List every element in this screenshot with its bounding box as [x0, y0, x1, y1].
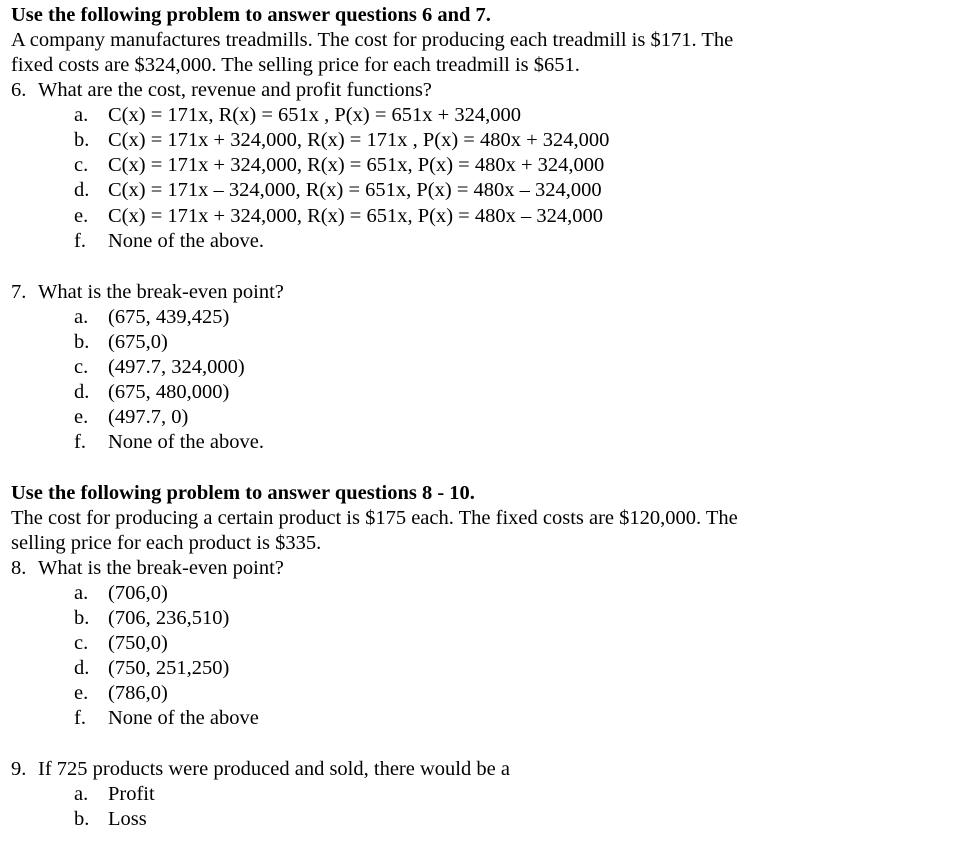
question-8-option-e: [74, 681, 168, 706]
option-letter: e.: [74, 406, 89, 428]
section1-heading: Use the following problem to answer questions 6 and 7.: [11, 4, 491, 26]
question-8-option-a: [74, 581, 168, 606]
question-8-text: What is the break-even point?: [38, 557, 284, 579]
option-text: None of the above: [108, 707, 259, 729]
question-7-option-b: [74, 330, 168, 355]
section2-heading: Use the following problem to answer questions 8 - 10.: [11, 482, 475, 504]
section2-text-line1: The cost for producing a certain product is $175 each. The fixed costs are $120,000. The: [11, 507, 738, 529]
section1-text-line2: fixed costs are $324,000. The selling price for each treadmill is $651.: [11, 54, 580, 76]
option-text: C(x) = 171x – 324,000, R(x) = 651x, P(x) = 480x – 324,000: [108, 179, 602, 201]
question-6-option-b: [74, 128, 609, 153]
option-text: (497.7, 324,000): [108, 356, 245, 378]
question-6-number: 6.: [11, 79, 27, 101]
option-text: (497.7, 0): [108, 406, 189, 428]
question-6-option-d: [74, 178, 602, 203]
option-letter: f.: [74, 431, 86, 453]
question-6-text: What are the cost, revenue and profit functions?: [38, 79, 432, 101]
question-9-option-b: [74, 807, 147, 832]
question-7-option-f: [74, 430, 264, 455]
question-7-option-a: [74, 305, 229, 330]
option-text: C(x) = 171x + 324,000, R(x) = 651x, P(x) = 480x + 324,000: [108, 154, 605, 176]
option-letter: a.: [74, 104, 89, 126]
question-7: [11, 280, 284, 305]
option-letter: d.: [74, 179, 90, 201]
option-text: (675, 480,000): [108, 381, 230, 403]
question-8-option-f: [74, 706, 259, 731]
question-9: [11, 757, 510, 782]
question-8-option-b: [74, 606, 229, 631]
option-letter: a.: [74, 582, 89, 604]
option-letter: c.: [74, 632, 89, 654]
option-letter: b.: [74, 331, 90, 353]
option-text: (706,0): [108, 582, 168, 604]
option-letter: b.: [74, 129, 90, 151]
option-text: (750, 251,250): [108, 657, 230, 679]
option-text: None of the above.: [108, 431, 264, 453]
section1-text-line1: A company manufactures treadmills. The cost for producing each treadmill is $171. The: [11, 29, 734, 51]
question-6-option-c: [74, 153, 604, 178]
question-7-option-e: [74, 405, 188, 430]
question-6-option-a: [74, 103, 521, 128]
question-7-option-d: [74, 380, 229, 405]
question-6: [11, 78, 432, 103]
option-letter: b.: [74, 808, 90, 830]
option-letter: e.: [74, 682, 89, 704]
question-6-option-e: [74, 204, 603, 229]
option-text: (706, 236,510): [108, 607, 230, 629]
option-text: None of the above.: [108, 230, 264, 252]
option-letter: c.: [74, 356, 89, 378]
section2-text-line2: selling price for each product is $335.: [11, 532, 322, 554]
option-text: Profit: [108, 783, 155, 805]
option-letter: c.: [74, 154, 89, 176]
question-8-number: 8.: [11, 557, 27, 579]
option-letter: a.: [74, 306, 89, 328]
question-7-option-c: [74, 355, 245, 380]
question-9-option-a: [74, 782, 155, 807]
question-8-option-d: [74, 656, 229, 681]
option-letter: d.: [74, 381, 90, 403]
question-7-number: 7.: [11, 281, 27, 303]
question-9-number: 9.: [11, 758, 27, 780]
option-letter: a.: [74, 783, 89, 805]
question-8-option-c: [74, 631, 168, 656]
option-text: Loss: [108, 808, 147, 830]
option-text: C(x) = 171x + 324,000, R(x) = 651x, P(x) = 480x – 324,000: [108, 205, 603, 227]
option-letter: f.: [74, 230, 86, 252]
question-6-option-f: [74, 229, 264, 254]
option-text: (750,0): [108, 632, 168, 654]
option-letter: f.: [74, 707, 86, 729]
option-text: (786,0): [108, 682, 168, 704]
option-letter: e.: [74, 205, 89, 227]
question-7-text: What is the break-even point?: [38, 281, 284, 303]
option-text: C(x) = 171x + 324,000, R(x) = 171x , P(x) = 480x + 324,000: [108, 129, 610, 151]
question-8: [11, 556, 284, 581]
question-9-text: If 725 products were produced and sold, there would be a: [38, 758, 510, 780]
option-letter: b.: [74, 607, 90, 629]
option-letter: d.: [74, 657, 90, 679]
option-text: (675,0): [108, 331, 168, 353]
option-text: (675, 439,425): [108, 306, 230, 328]
option-text: C(x) = 171x, R(x) = 651x , P(x) = 651x + 324,000: [108, 104, 521, 126]
